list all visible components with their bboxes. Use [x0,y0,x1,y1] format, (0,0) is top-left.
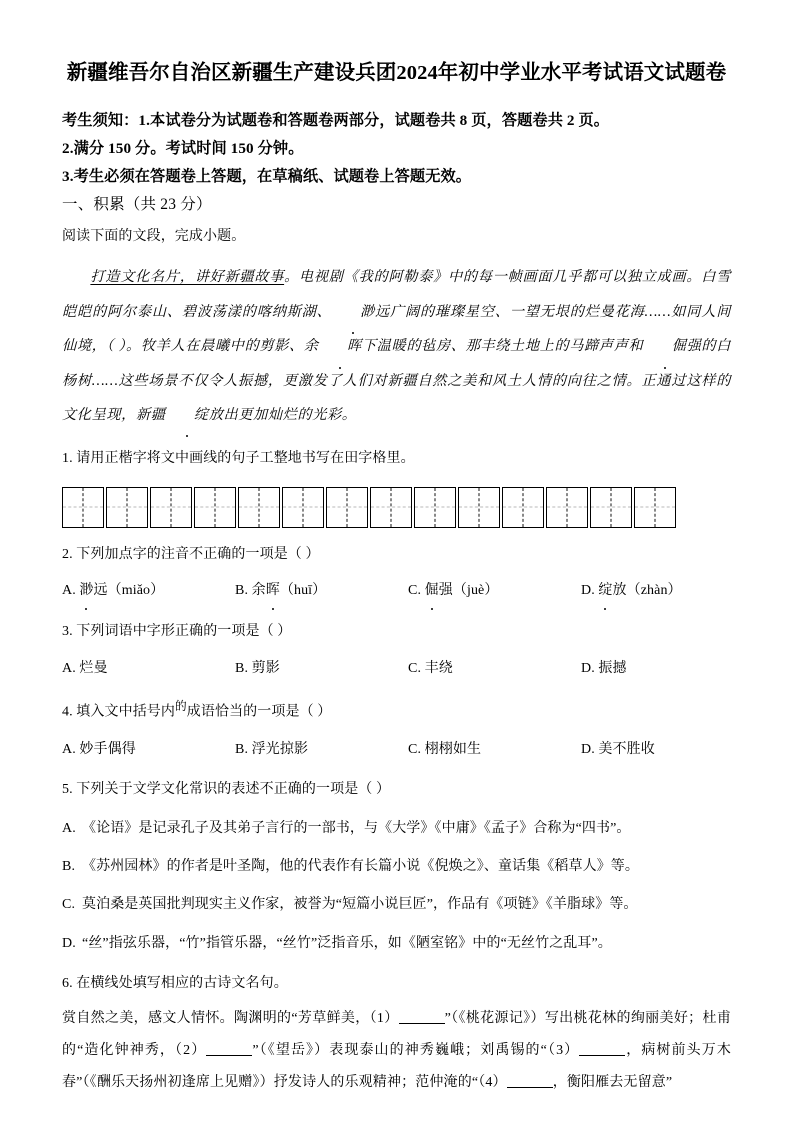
option-label: A. [62,660,76,676]
option-text: 强（juè） [438,583,499,599]
option-text: 丰绕 [424,660,453,676]
option-text: 烂曼 [79,660,108,676]
q6-blank-4[interactable] [507,1087,553,1088]
question-5-option-d[interactable] [62,930,731,957]
option-text: 美不胜收 [598,741,655,757]
option-text: 浮光掠影 [251,741,309,757]
q6-segment-2: ”（《桃花源记》）写出桃花林的绚丽美好；杜甫的“造化钟神秀，（2） [62,1011,731,1059]
reading-passage [62,260,731,432]
option-text: 放（zhàn） [612,583,682,599]
tianzige-cell[interactable] [458,487,500,528]
question-2-stem: 2. 下列加点字的注音不正确的一项是（ ） [62,546,320,562]
tianzige-cell[interactable] [414,487,456,528]
option-text: 莫泊桑是英国批判现实主义作家，被誉为“短篇小说巨匠”，作品有《项链》《羊脂球》等。 [82,897,638,913]
question-5-option-a[interactable] [62,815,731,842]
option-label: A. [62,820,76,836]
tianzige-cell[interactable] [590,487,632,528]
option-label: B. [235,660,249,676]
question-3-option-c[interactable] [408,656,581,683]
q6-segment-3: ”（《望岳》）表现泰山的神秀巍峨；刘禹锡的“（3） [252,1043,580,1059]
option-text: 《论语》是记录孔子及其弟子言行的一部书，与《大学》《中庸》《孟子》合称为“四书”。 [82,820,631,836]
question-4-option-a[interactable] [62,737,235,764]
question-4-stem-part-b: 成语恰当的一项是（ ） [186,704,332,720]
option-text: 栩栩如生 [424,741,482,757]
option-text: 振撼 [598,660,627,676]
passage-part-4: 强的白杨树……这些场景不仅令人振撼，更激发了人们对新疆自然之美和风土人情的向往之情。正通过这样的文化呈现，新疆 [62,338,731,423]
option-text: （huī） [279,583,327,599]
question-5-stem: 5. 下列关于文学文化常识的表述不正确的一项是（ ） [62,782,391,798]
page-title: 新疆维吾尔自治区新疆生产建设兵团2024年初中学业水平考试语文试题卷 [66,62,727,84]
question-4-option-d[interactable] [581,737,731,764]
notice-line-2: 2.满分 150 分。考试时间 150 分钟。 [62,139,304,157]
option-text: “丝”指弦乐器，“竹”指管乐器，“丝竹”泛指音乐，如《陋室铭》中的“无丝竹之乱耳”。 [82,935,612,951]
q6-blank-3[interactable] [579,1055,625,1056]
tianzige-cell[interactable] [326,487,368,528]
question-3-option-a[interactable] [62,656,235,683]
question-3-options [62,656,731,683]
question-6-body [62,1003,731,1099]
passage-emphasis-char-1: 渺 [332,295,375,329]
option-label: A. [62,583,76,599]
question-3-option-b[interactable] [235,656,408,683]
option-label: B. [62,858,76,874]
tianzige-cell[interactable] [194,487,236,528]
notice-line-1: 考生须知：1.本试卷分为试题卷和答题卷两部分，试题卷共 8 页，答题卷共 2 页。 [62,112,610,130]
passage-emphasis-char-2: 晖 [319,329,362,363]
passage-emphasis-char-3: 倔 [643,329,686,363]
option-emphasis-char: 渺 [79,578,93,605]
q6-segment-4: ，病树前头万木春”（《酬乐天扬州初逢席上见赠》）抒发诗人的乐观精神；范仲淹的“（4） [62,1043,731,1091]
passage-part-1: 。电视剧《我的阿勒泰》中的每一帧画面几乎都可以独立成画。白雪皑皑的阿尔泰山、碧波荡漾的喀纳斯湖、 [62,269,731,320]
tianzige-grid[interactable] [62,487,731,528]
question-2-option-c[interactable] [408,578,581,605]
question-2-option-d[interactable] [581,578,731,605]
q6-segment-5: ，衡阳雁去无留意” [552,1075,673,1091]
question-5-option-b[interactable] [62,853,731,880]
notice-line-3: 3.考生必须在答题卷上答题，在草稿纸、试题卷上答题无效。 [62,167,472,185]
question-4-option-c[interactable] [408,737,581,764]
question-4-stem-part-a: 4. 填入文中括号内 [62,704,175,720]
option-emphasis-char: 晖 [266,578,280,605]
q6-blank-2[interactable] [206,1055,252,1056]
option-label: C. [62,897,76,913]
q6-blank-1[interactable] [399,1023,445,1024]
q6-segment-1: 赏自然之美，感文人情怀。陶渊明的“芳草鲜美，（1） [62,1011,399,1027]
option-label: D. [581,583,595,599]
passage-underlined-sentence: 打造文化名片，讲好新疆故事 [90,269,285,286]
tianzige-cell[interactable] [546,487,588,528]
option-label: B. [235,583,249,599]
question-2-option-b[interactable] [235,578,408,605]
tianzige-cell[interactable] [150,487,192,528]
tianzige-cell[interactable] [634,487,676,528]
question-6-stem: 6. 在横线处填写相应的古诗文名句。 [62,975,288,991]
passage-part-5: 放出更加灿烂的光彩。 [208,406,357,423]
section-heading-accumulation: 一、积累（共 23 分） [62,196,212,214]
tianzige-cell[interactable] [238,487,280,528]
question-1-stem: 1. 请用正楷字将文中画线的句子工整地书写在田字格里。 [62,451,415,467]
question-3-option-d[interactable] [581,656,731,683]
question-3-stem: 3. 下列词语中字形正确的一项是（ ） [62,624,292,640]
option-label: C. [408,741,422,757]
tianzige-cell[interactable] [502,487,544,528]
option-emphasis-char: 绽 [598,578,612,605]
question-4-stem [62,696,731,726]
question-5-option-c[interactable] [62,891,731,918]
option-label: D. [581,741,595,757]
tianzige-cell[interactable] [370,487,412,528]
option-label: C. [408,583,422,599]
question-4-option-b[interactable] [235,737,408,764]
tianzige-cell[interactable] [106,487,148,528]
passage-emphasis-char-4: 绽 [166,398,209,432]
tianzige-cell[interactable] [62,487,104,528]
option-label: A. [62,741,76,757]
option-label: C. [408,660,422,676]
question-4-stem-superscript: 的 [175,700,187,714]
option-label: D. [62,935,76,951]
passage-part-3: 下温暖的毡房、那丰绕土地上的马蹄声声和 [361,338,644,355]
option-emphasis-char: 倔 [425,578,439,605]
option-text: 剪影 [251,660,280,676]
question-2-option-a[interactable] [62,578,235,605]
question-2-options [62,578,731,605]
candidate-notice [62,107,731,190]
tianzige-cell[interactable] [282,487,324,528]
reading-instruction: 阅读下面的文段，完成小题。 [62,228,246,244]
option-label: B. [235,741,249,757]
passage-part-2: 远广阔的璀璨星空、一望无垠的烂曼花海……如同人间仙境，（ ）。牧羊人在晨曦中的剪影、余 [62,303,731,355]
question-4-options [62,737,731,764]
option-text: 妙手偶得 [79,741,136,757]
option-label: D. [581,660,595,676]
option-text: 远（miǎo） [93,583,165,599]
option-text: 《苏州园林》的作者是叶圣陶，他的代表作有长篇小说《倪焕之》、童话集《稻草人》等。 [82,858,639,874]
option-text-pre: 余 [251,583,266,599]
